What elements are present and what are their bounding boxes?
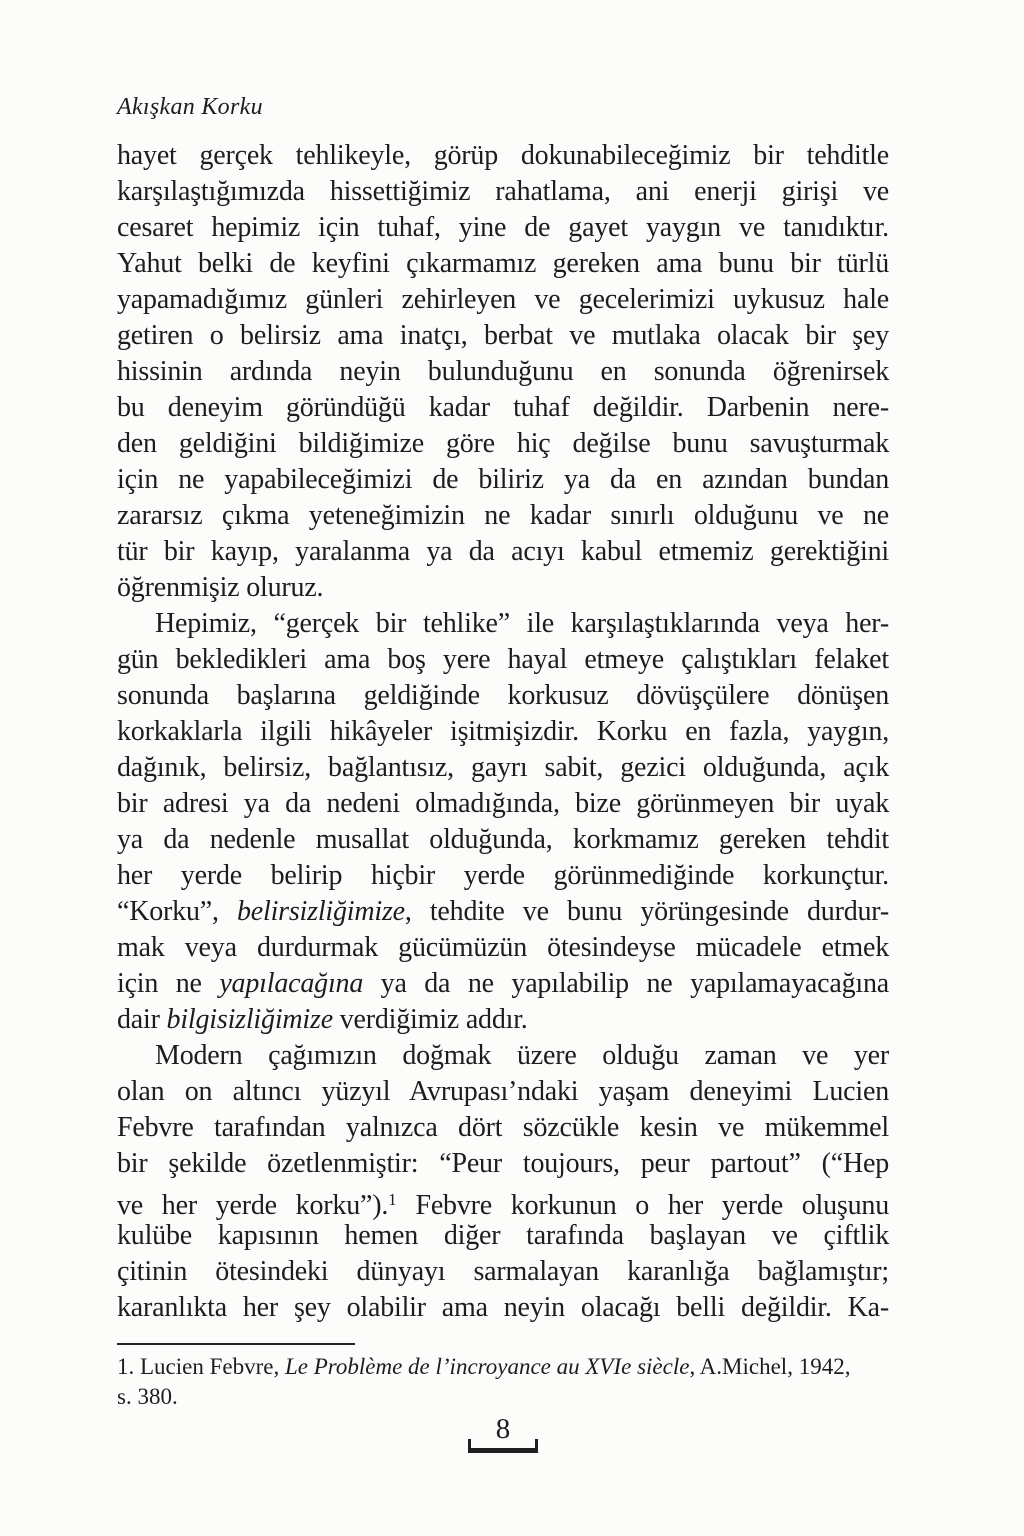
- text-run: bir adresi ya da nedeni olmadığında, bize görünmeyen bir uyak: [117, 788, 889, 819]
- text-run: Febvre korkunun o her yerde oluşunu: [396, 1190, 889, 1221]
- italic-text-run: Le Problème de l’incroyance au XVIe siècle: [284, 1354, 690, 1379]
- text-line: [117, 462, 889, 498]
- text-line: [117, 1110, 889, 1146]
- text-line: [117, 858, 889, 894]
- text-run: , A.Michel, 1942,: [689, 1354, 851, 1379]
- text-line: [117, 894, 889, 930]
- text-run: getiren o belirsiz ama inatçı, berbat ve mutlaka olacak bir şey: [117, 320, 889, 351]
- paragraph: [117, 606, 889, 1038]
- text-run: yapamadığımız günleri zehirleyen ve gecelerimizi uykusuz hale: [117, 284, 889, 315]
- text-line: [117, 390, 889, 426]
- text-run: 1. Lucien Febvre,: [117, 1354, 285, 1379]
- running-header: Akışkan Korku: [117, 94, 263, 120]
- text-line: [117, 1002, 889, 1038]
- footnote-text: [117, 1352, 889, 1412]
- text-run: olan on altıncı yüzyıl Avrupası’ndaki yaşam deneyimi Lucien: [117, 1076, 889, 1107]
- text-line: [117, 426, 889, 462]
- text-run: bir şekilde özetlenmiştir: “Peur toujours, peur partout” (“Hep: [117, 1148, 889, 1179]
- text-line: [117, 822, 889, 858]
- text-run: gün bekledikleri ama boş yere hayal etmeye çalıştıkları felaket: [117, 644, 889, 675]
- text-line: [117, 714, 889, 750]
- text-run: tür bir kayıp, yaralanma ya da acıyı kabul etmemiz gerektiğini: [117, 536, 889, 567]
- text-line: [117, 534, 889, 570]
- text-line: [117, 318, 889, 354]
- page-content: [117, 0, 889, 1453]
- italic-text-run: belirsizliğimize: [236, 896, 405, 927]
- footnote-divider: [117, 1343, 355, 1345]
- text-line: [117, 354, 889, 390]
- paragraph: [117, 138, 889, 606]
- text-run: den geldiğini bildiğimize göre hiç değilse bunu savuşturmak: [117, 428, 889, 459]
- text-run: ya da nedenle musallat olduğunda, korkmamız gereken tehdit: [117, 824, 889, 855]
- text-line: [117, 498, 889, 534]
- text-line: [117, 282, 889, 318]
- text-run: karanlıkta her şey olabilir ama neyin olacağı belli değildir. Ka-: [117, 1292, 889, 1323]
- paragraph: [117, 1038, 889, 1326]
- text-run: hayet gerçek tehlikeyle, görüp dokunabileceğimiz bir tehditle: [117, 140, 889, 171]
- text-run: s. 380.: [117, 1384, 178, 1409]
- text-line: [117, 138, 889, 174]
- text-run: Hepimiz, “gerçek bir tehlike” ile karşılaştıklarında veya her-: [155, 608, 889, 639]
- footnote: [117, 1343, 889, 1412]
- text-run: ve her yerde korku”).: [117, 1190, 389, 1221]
- text-run: her yerde belirip hiçbir yerde görünmediğinde korkunçtur.: [117, 860, 889, 891]
- text-run: mak veya durdurmak gücümüzün ötesindeyse mücadele etmek: [117, 932, 889, 963]
- text-line: [117, 174, 889, 210]
- text-run: için ne: [117, 968, 220, 999]
- text-line: [117, 1352, 889, 1382]
- text-run: dair: [117, 1004, 167, 1035]
- text-run: cesaret hepimiz için tuhaf, yine de gayet yaygın ve tanıdıktır.: [117, 212, 889, 243]
- text-line: [117, 930, 889, 966]
- text-line: [117, 246, 889, 282]
- text-line: [117, 1038, 889, 1074]
- text-run: , tehdite ve bunu yörüngesinde durdur-: [404, 896, 889, 927]
- italic-text-run: bilgisizliğimize: [166, 1004, 333, 1035]
- text-run: için ne yapabileceğimizi de biliriz ya da en azından bundan: [117, 464, 889, 495]
- body-text: [117, 138, 889, 1326]
- text-run: öğrenmişiz oluruz.: [117, 572, 324, 603]
- text-line: [117, 750, 889, 786]
- text-run: Yahut belki de keyfini çıkarmamız gereken ama bunu bir türlü: [117, 248, 889, 279]
- text-run: korkaklarla ilgili hikâyeler işitmişizdir. Korku en fazla, yaygın,: [117, 716, 889, 747]
- text-line: [117, 1290, 889, 1326]
- text-run: ya da ne yapılabilip ne yapılamayacağına: [363, 968, 889, 999]
- page-number: 8: [495, 1413, 511, 1445]
- text-line: [117, 966, 889, 1002]
- page-number-block: [117, 1414, 889, 1453]
- text-run: çitinin ötesindeki dünyayı sarmalayan karanlığa bağlamıştır;: [117, 1256, 889, 1287]
- text-run: “Korku”,: [117, 896, 237, 927]
- text-run: karşılaştığımızda hissettiğimiz rahatlama, ani enerji girişi ve: [117, 176, 889, 207]
- text-run: sonunda başlarına geldiğinde korkusuz dövüşçülere dönüşen: [117, 680, 889, 711]
- text-run: hissinin ardında neyin bulunduğunu en sonunda öğrenirsek: [117, 356, 889, 387]
- text-line: [117, 210, 889, 246]
- text-line: [117, 1146, 889, 1182]
- text-line: [117, 642, 889, 678]
- text-line: [117, 1074, 889, 1110]
- text-run: kulübe kapısının hemen diğer tarafında başlayan ve çiftlik: [117, 1220, 889, 1251]
- text-run: bu deneyim göründüğü kadar tuhaf değildir. Darbenin nere-: [117, 392, 889, 423]
- text-line: [117, 1254, 889, 1290]
- italic-text-run: yapılacağına: [219, 968, 364, 999]
- text-line: [117, 570, 889, 606]
- text-line: [117, 1218, 889, 1254]
- text-line: [117, 606, 889, 642]
- text-line: [117, 786, 889, 822]
- text-run: dağınık, belirsiz, bağlantısız, gayrı sabit, gezici olduğunda, açık: [117, 752, 889, 783]
- text-run: Modern çağımızın doğmak üzere olduğu zaman ve yer: [155, 1040, 889, 1071]
- text-run: verdiğimiz addır.: [332, 1004, 528, 1035]
- text-run: Febvre tarafından yalnızca dört sözcükle kesin ve mükemmel: [117, 1112, 889, 1143]
- text-line: [117, 1182, 889, 1221]
- footnote-reference: 1: [388, 1190, 397, 1209]
- text-run: zararsız çıkma yeteneğimizin ne kadar sınırlı olduğunu ve ne: [117, 500, 889, 531]
- text-line: [117, 678, 889, 714]
- text-line: [117, 1382, 889, 1412]
